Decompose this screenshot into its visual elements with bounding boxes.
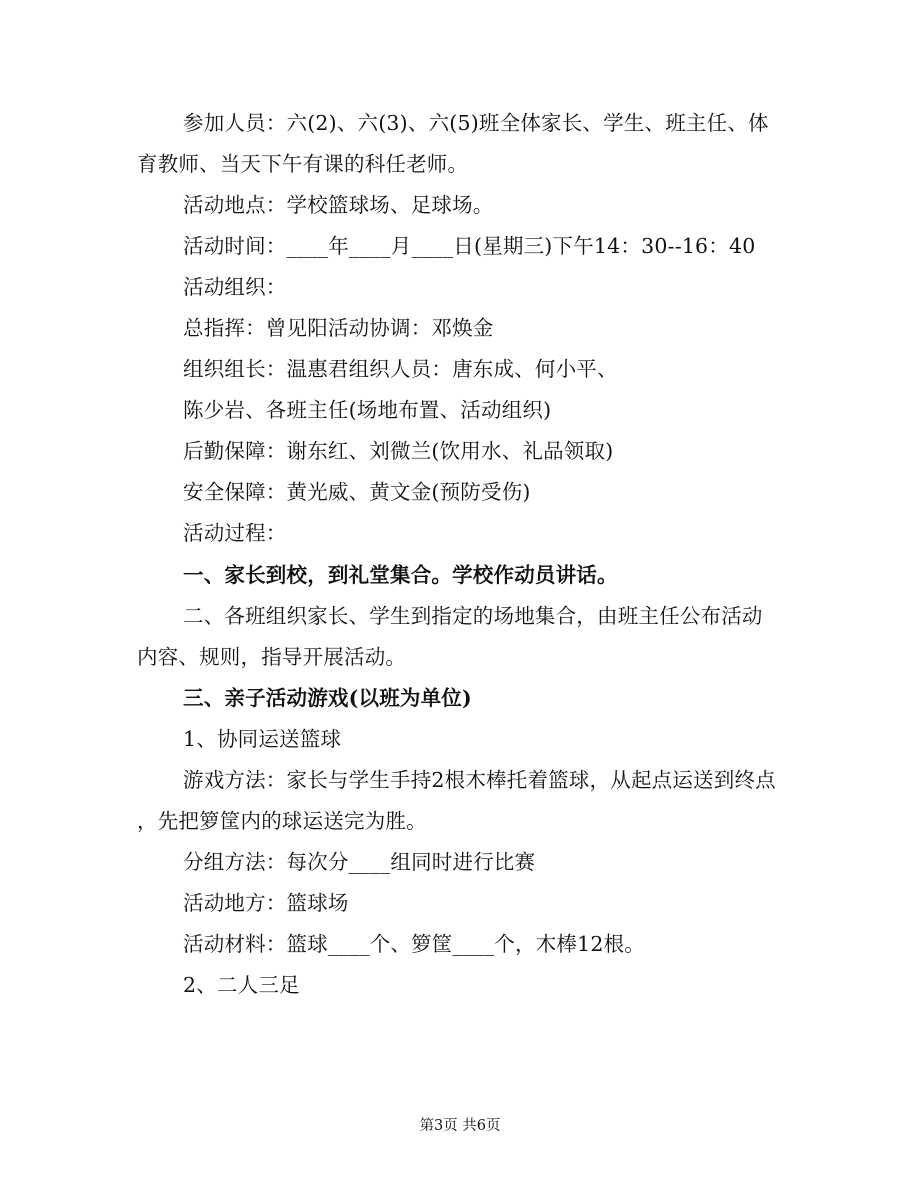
game-method-line-2: ，先把箩筐内的球运送完为胜。 — [137, 809, 427, 833]
group-leader: 组织组长：温惠君组织人员：唐东成、何小平、 — [183, 357, 618, 381]
activity-materials: 活动材料：篮球____个、箩筐____个，木棒12根。 — [183, 932, 645, 956]
class-teachers: 陈少岩、各班主任(场地布置、活动组织) — [183, 398, 552, 422]
activity-organization-heading: 活动组织： — [183, 275, 287, 299]
game-one-title: 1、协同运送篮球 — [183, 727, 342, 751]
step-one: 一、家长到校，到礼堂集合。学校作动员讲话。 — [183, 563, 618, 587]
game-method-line-1: 游戏方法：家长与学生手持2根木棒托着篮球，从起点运送到终点 — [183, 768, 776, 792]
step-two-line-1: 二、各班组织家长、学生到指定的场地集合，由班主任公布活动 — [183, 604, 763, 628]
participants-line-2: 育教师、当天下午有课的科任老师。 — [137, 152, 469, 176]
activity-process-heading: 活动过程： — [183, 521, 287, 545]
participants-line-1: 参加人员：六(2)、六(3)、六(5)班全体家长、学生、班主任、体 — [183, 111, 769, 135]
grouping-method: 分组方法：每次分____组同时进行比赛 — [183, 850, 536, 874]
activity-location: 活动地点：学校篮球场、足球场。 — [183, 193, 494, 217]
logistics-support: 后勤保障：谢东红、刘微兰(饮用水、礼品领取) — [183, 439, 614, 463]
step-two-line-2: 内容、规则，指导开展活动。 — [137, 645, 407, 669]
chief-commander: 总指挥：曾见阳活动协调：邓焕金 — [183, 316, 494, 340]
activity-time: 活动时间：____年____月____日(星期三)下午14：30--16：40 — [183, 234, 756, 258]
safety-support: 安全保障：黄光威、黄文金(预防受伤) — [183, 480, 531, 504]
step-three: 三、亲子活动游戏(以班为单位) — [183, 686, 472, 710]
game-two-title: 2、二人三足 — [183, 973, 300, 997]
activity-place: 活动地方：篮球场 — [183, 891, 349, 915]
page-number: 第3页 共6页 — [419, 1118, 501, 1134]
